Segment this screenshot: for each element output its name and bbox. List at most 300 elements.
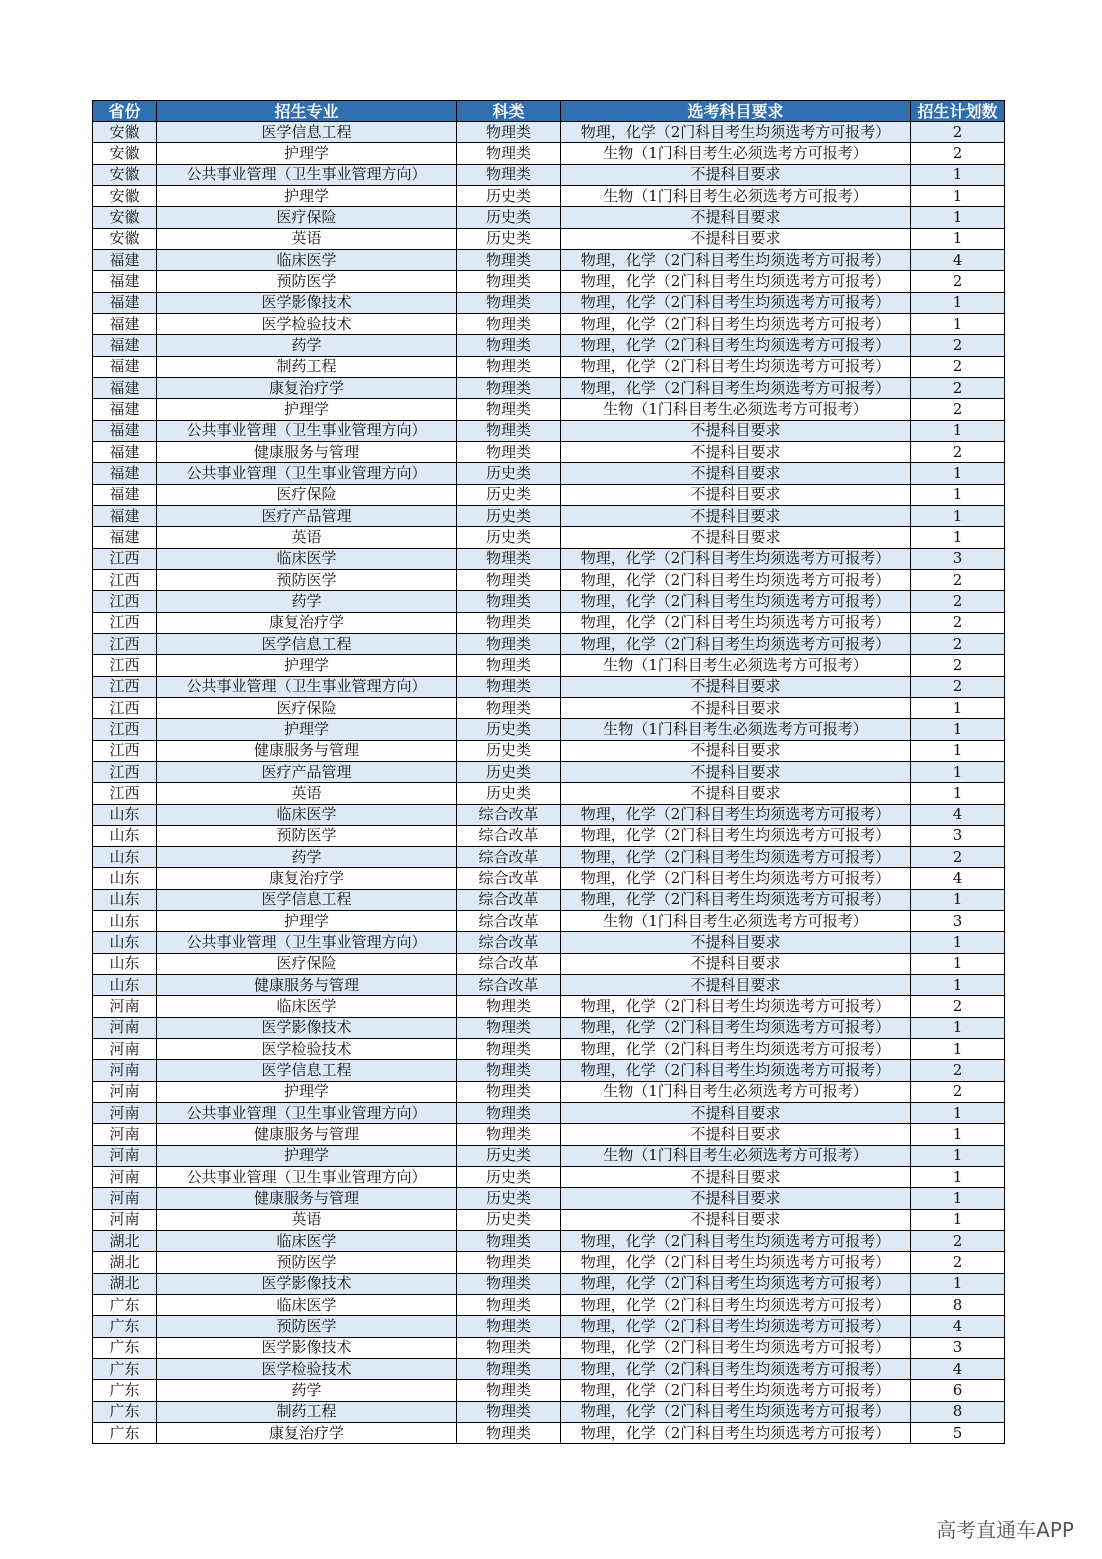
cell-plan-count: 2 — [911, 996, 1005, 1017]
cell-major: 制药工程 — [157, 356, 457, 377]
cell-plan-count: 1 — [911, 697, 1005, 718]
cell-elective-requirement: 物理，化学（2门科目考生均须选考方可报考） — [561, 804, 911, 825]
cell-major: 康复治疗学 — [157, 1423, 457, 1444]
table-row — [93, 399, 1005, 420]
table-row — [93, 1124, 1005, 1145]
cell-major: 公共事业管理（卫生事业管理方向） — [157, 1103, 457, 1124]
cell-subject-category: 物理类 — [457, 420, 561, 441]
header-row — [93, 101, 1005, 122]
table-row — [93, 1273, 1005, 1294]
cell-subject-category: 物理类 — [457, 377, 561, 398]
cell-province: 广东 — [93, 1359, 157, 1380]
cell-subject-category: 历史类 — [457, 484, 561, 505]
table-row — [93, 377, 1005, 398]
table-row — [93, 719, 1005, 740]
cell-major: 护理学 — [157, 1081, 457, 1102]
cell-elective-requirement: 不提科目要求 — [561, 1124, 911, 1145]
cell-province: 山东 — [93, 868, 157, 889]
cell-plan-count: 1 — [911, 1103, 1005, 1124]
cell-subject-category: 物理类 — [457, 313, 561, 334]
table-row — [93, 505, 1005, 526]
cell-subject-category: 历史类 — [457, 527, 561, 548]
cell-major: 公共事业管理（卫生事业管理方向） — [157, 676, 457, 697]
cell-major: 药学 — [157, 847, 457, 868]
cell-province: 江西 — [93, 655, 157, 676]
cell-province: 福建 — [93, 335, 157, 356]
cell-province: 广东 — [93, 1380, 157, 1401]
cell-major: 医疗保险 — [157, 207, 457, 228]
cell-elective-requirement: 生物（1门科目考生必须选考方可报考） — [561, 719, 911, 740]
cell-plan-count: 1 — [911, 164, 1005, 185]
table-row — [93, 697, 1005, 718]
cell-elective-requirement: 物理，化学（2门科目考生均须选考方可报考） — [561, 335, 911, 356]
cell-major: 药学 — [157, 1380, 457, 1401]
cell-province: 山东 — [93, 911, 157, 932]
cell-major: 护理学 — [157, 399, 457, 420]
cell-subject-category: 历史类 — [457, 1145, 561, 1166]
cell-elective-requirement: 不提科目要求 — [561, 1103, 911, 1124]
cell-subject-category: 历史类 — [457, 761, 561, 782]
cell-subject-category: 历史类 — [457, 1188, 561, 1209]
cell-elective-requirement: 不提科目要求 — [561, 463, 911, 484]
table-row — [93, 996, 1005, 1017]
cell-elective-requirement: 生物（1门科目考生必须选考方可报考） — [561, 185, 911, 206]
cell-plan-count: 5 — [911, 1423, 1005, 1444]
cell-province: 安徽 — [93, 185, 157, 206]
cell-major: 医学影像技术 — [157, 1337, 457, 1358]
table-row — [93, 783, 1005, 804]
cell-subject-category: 历史类 — [457, 783, 561, 804]
column-header-plan-count: 招生计划数 — [911, 101, 1005, 122]
cell-elective-requirement: 生物（1门科目考生必须选考方可报考） — [561, 655, 911, 676]
cell-major: 医疗保险 — [157, 953, 457, 974]
cell-major: 护理学 — [157, 143, 457, 164]
cell-subject-category: 历史类 — [457, 1167, 561, 1188]
cell-elective-requirement: 物理，化学（2门科目考生均须选考方可报考） — [561, 271, 911, 292]
table-row — [93, 441, 1005, 462]
cell-plan-count: 2 — [911, 399, 1005, 420]
cell-province: 河南 — [93, 996, 157, 1017]
cell-province: 安徽 — [93, 122, 157, 143]
cell-elective-requirement: 物理，化学（2门科目考生均须选考方可报考） — [561, 1060, 911, 1081]
cell-province: 河南 — [93, 1017, 157, 1038]
cell-plan-count: 2 — [911, 655, 1005, 676]
cell-province: 河南 — [93, 1103, 157, 1124]
table-row — [93, 484, 1005, 505]
cell-plan-count: 1 — [911, 1124, 1005, 1145]
table-row — [93, 143, 1005, 164]
table-row — [93, 740, 1005, 761]
table-row — [93, 548, 1005, 569]
cell-province: 江西 — [93, 676, 157, 697]
cell-plan-count: 1 — [911, 889, 1005, 910]
table-row — [93, 1188, 1005, 1209]
column-header-subject-category: 科类 — [457, 101, 561, 122]
cell-plan-count: 2 — [911, 271, 1005, 292]
cell-major: 医疗产品管理 — [157, 505, 457, 526]
cell-elective-requirement: 物理，化学（2门科目考生均须选考方可报考） — [561, 569, 911, 590]
cell-elective-requirement: 不提科目要求 — [561, 1188, 911, 1209]
cell-province: 江西 — [93, 719, 157, 740]
cell-elective-requirement: 物理，化学（2门科目考生均须选考方可报考） — [561, 1231, 911, 1252]
cell-elective-requirement: 物理，化学（2门科目考生均须选考方可报考） — [561, 889, 911, 910]
cell-subject-category: 物理类 — [457, 548, 561, 569]
cell-subject-category: 历史类 — [457, 740, 561, 761]
cell-province: 广东 — [93, 1337, 157, 1358]
cell-province: 江西 — [93, 612, 157, 633]
cell-plan-count: 2 — [911, 569, 1005, 590]
cell-subject-category: 物理类 — [457, 1380, 561, 1401]
cell-major: 临床医学 — [157, 548, 457, 569]
table-row — [93, 804, 1005, 825]
cell-elective-requirement: 生物（1门科目考生必须选考方可报考） — [561, 399, 911, 420]
column-header-province: 省份 — [93, 101, 157, 122]
table-row — [93, 1380, 1005, 1401]
cell-province: 安徽 — [93, 143, 157, 164]
cell-plan-count: 2 — [911, 1252, 1005, 1273]
cell-province: 河南 — [93, 1124, 157, 1145]
cell-elective-requirement: 物理，化学（2门科目考生均须选考方可报考） — [561, 1380, 911, 1401]
cell-plan-count: 4 — [911, 249, 1005, 270]
cell-subject-category: 综合改革 — [457, 847, 561, 868]
table-row — [93, 761, 1005, 782]
cell-major: 医疗保险 — [157, 697, 457, 718]
table-row — [93, 122, 1005, 143]
table-row — [93, 527, 1005, 548]
cell-elective-requirement: 不提科目要求 — [561, 441, 911, 462]
cell-elective-requirement: 不提科目要求 — [561, 1167, 911, 1188]
table-row — [93, 463, 1005, 484]
cell-subject-category: 物理类 — [457, 569, 561, 590]
cell-subject-category: 物理类 — [457, 1359, 561, 1380]
cell-province: 湖北 — [93, 1273, 157, 1294]
cell-elective-requirement: 不提科目要求 — [561, 783, 911, 804]
cell-elective-requirement: 物理，化学（2门科目考生均须选考方可报考） — [561, 1359, 911, 1380]
cell-elective-requirement: 物理，化学（2门科目考生均须选考方可报考） — [561, 591, 911, 612]
cell-elective-requirement: 物理，化学（2门科目考生均须选考方可报考） — [561, 249, 911, 270]
cell-subject-category: 综合改革 — [457, 804, 561, 825]
cell-province: 福建 — [93, 292, 157, 313]
cell-subject-category: 物理类 — [457, 335, 561, 356]
table-row — [93, 676, 1005, 697]
cell-subject-category: 物理类 — [457, 612, 561, 633]
cell-plan-count: 1 — [911, 1145, 1005, 1166]
cell-subject-category: 物理类 — [457, 356, 561, 377]
table-row — [93, 1401, 1005, 1422]
table-row — [93, 655, 1005, 676]
table-row — [93, 953, 1005, 974]
cell-province: 福建 — [93, 313, 157, 334]
table-row — [93, 932, 1005, 953]
cell-province: 广东 — [93, 1295, 157, 1316]
cell-plan-count: 8 — [911, 1401, 1005, 1422]
cell-elective-requirement: 不提科目要求 — [561, 228, 911, 249]
cell-elective-requirement: 物理，化学（2门科目考生均须选考方可报考） — [561, 292, 911, 313]
table-row — [93, 207, 1005, 228]
cell-plan-count: 1 — [911, 932, 1005, 953]
cell-elective-requirement: 物理，化学（2门科目考生均须选考方可报考） — [561, 356, 911, 377]
table-row — [93, 1316, 1005, 1337]
cell-elective-requirement: 物理，化学（2门科目考生均须选考方可报考） — [561, 1273, 911, 1294]
cell-province: 广东 — [93, 1401, 157, 1422]
cell-subject-category: 物理类 — [457, 1039, 561, 1060]
table-row — [93, 164, 1005, 185]
cell-plan-count: 4 — [911, 1316, 1005, 1337]
cell-major: 预防医学 — [157, 1316, 457, 1337]
table-row — [93, 185, 1005, 206]
cell-elective-requirement: 不提科目要求 — [561, 953, 911, 974]
cell-subject-category: 历史类 — [457, 505, 561, 526]
table-row — [93, 1337, 1005, 1358]
cell-plan-count: 2 — [911, 356, 1005, 377]
cell-plan-count: 4 — [911, 1359, 1005, 1380]
cell-subject-category: 物理类 — [457, 1337, 561, 1358]
cell-plan-count: 1 — [911, 1039, 1005, 1060]
table-row — [93, 1295, 1005, 1316]
cell-province: 湖北 — [93, 1252, 157, 1273]
cell-major: 公共事业管理（卫生事业管理方向） — [157, 420, 457, 441]
table-row — [93, 292, 1005, 313]
cell-province: 江西 — [93, 569, 157, 590]
cell-plan-count: 3 — [911, 548, 1005, 569]
cell-province: 江西 — [93, 697, 157, 718]
cell-subject-category: 物理类 — [457, 164, 561, 185]
cell-subject-category: 综合改革 — [457, 911, 561, 932]
cell-elective-requirement: 物理，化学（2门科目考生均须选考方可报考） — [561, 1337, 911, 1358]
cell-plan-count: 1 — [911, 185, 1005, 206]
cell-plan-count: 1 — [911, 228, 1005, 249]
table-row — [93, 569, 1005, 590]
cell-province: 广东 — [93, 1316, 157, 1337]
cell-plan-count: 4 — [911, 804, 1005, 825]
cell-plan-count: 1 — [911, 761, 1005, 782]
table-row — [93, 1423, 1005, 1444]
cell-major: 护理学 — [157, 911, 457, 932]
cell-province: 福建 — [93, 527, 157, 548]
cell-plan-count: 2 — [911, 633, 1005, 654]
table-row — [93, 1145, 1005, 1166]
cell-subject-category: 综合改革 — [457, 868, 561, 889]
cell-major: 医学信息工程 — [157, 889, 457, 910]
cell-major: 健康服务与管理 — [157, 1188, 457, 1209]
cell-major: 康复治疗学 — [157, 612, 457, 633]
cell-province: 江西 — [93, 761, 157, 782]
table-row — [93, 591, 1005, 612]
cell-plan-count: 2 — [911, 441, 1005, 462]
cell-major: 护理学 — [157, 655, 457, 676]
cell-subject-category: 物理类 — [457, 1316, 561, 1337]
cell-elective-requirement: 物理，化学（2门科目考生均须选考方可报考） — [561, 868, 911, 889]
cell-major: 预防医学 — [157, 825, 457, 846]
cell-plan-count: 1 — [911, 1188, 1005, 1209]
cell-province: 安徽 — [93, 228, 157, 249]
cell-elective-requirement: 不提科目要求 — [561, 740, 911, 761]
cell-plan-count: 1 — [911, 975, 1005, 996]
table-row — [93, 1103, 1005, 1124]
cell-province: 山东 — [93, 825, 157, 846]
cell-major: 医学信息工程 — [157, 633, 457, 654]
cell-province: 福建 — [93, 399, 157, 420]
cell-major: 公共事业管理（卫生事业管理方向） — [157, 463, 457, 484]
cell-major: 临床医学 — [157, 1231, 457, 1252]
cell-province: 安徽 — [93, 207, 157, 228]
cell-plan-count: 1 — [911, 484, 1005, 505]
cell-major: 英语 — [157, 783, 457, 804]
cell-plan-count: 3 — [911, 825, 1005, 846]
cell-plan-count: 1 — [911, 1209, 1005, 1230]
cell-major: 公共事业管理（卫生事业管理方向） — [157, 932, 457, 953]
table-row — [93, 335, 1005, 356]
cell-elective-requirement: 不提科目要求 — [561, 484, 911, 505]
table-row — [93, 1231, 1005, 1252]
cell-subject-category: 历史类 — [457, 1209, 561, 1230]
cell-province: 河南 — [93, 1081, 157, 1102]
cell-subject-category: 物理类 — [457, 1081, 561, 1102]
cell-major: 公共事业管理（卫生事业管理方向） — [157, 164, 457, 185]
cell-plan-count: 1 — [911, 740, 1005, 761]
cell-major: 医学信息工程 — [157, 122, 457, 143]
cell-subject-category: 历史类 — [457, 207, 561, 228]
cell-subject-category: 物理类 — [457, 1252, 561, 1273]
cell-province: 河南 — [93, 1060, 157, 1081]
cell-elective-requirement: 不提科目要求 — [561, 761, 911, 782]
cell-elective-requirement: 生物（1门科目考生必须选考方可报考） — [561, 1081, 911, 1102]
cell-plan-count: 1 — [911, 1273, 1005, 1294]
watermark-text: 高考直通车APP — [936, 1518, 1074, 1542]
cell-major: 医学影像技术 — [157, 1017, 457, 1038]
cell-major: 康复治疗学 — [157, 868, 457, 889]
cell-subject-category: 综合改革 — [457, 825, 561, 846]
cell-elective-requirement: 物理，化学（2门科目考生均须选考方可报考） — [561, 1252, 911, 1273]
cell-plan-count: 2 — [911, 377, 1005, 398]
cell-elective-requirement: 物理，化学（2门科目考生均须选考方可报考） — [561, 1295, 911, 1316]
cell-subject-category: 物理类 — [457, 143, 561, 164]
cell-subject-category: 物理类 — [457, 1295, 561, 1316]
cell-subject-category: 物理类 — [457, 122, 561, 143]
cell-plan-count: 2 — [911, 847, 1005, 868]
cell-elective-requirement: 生物（1门科目考生必须选考方可报考） — [561, 1145, 911, 1166]
cell-subject-category: 物理类 — [457, 1401, 561, 1422]
cell-province: 福建 — [93, 271, 157, 292]
table-row — [93, 911, 1005, 932]
column-header-major: 招生专业 — [157, 101, 457, 122]
cell-major: 药学 — [157, 591, 457, 612]
cell-elective-requirement: 物理，化学（2门科目考生均须选考方可报考） — [561, 1039, 911, 1060]
cell-plan-count: 2 — [911, 143, 1005, 164]
cell-province: 江西 — [93, 548, 157, 569]
cell-plan-count: 1 — [911, 783, 1005, 804]
cell-subject-category: 物理类 — [457, 292, 561, 313]
table-header — [93, 101, 1005, 122]
cell-province: 湖北 — [93, 1231, 157, 1252]
table-row — [93, 1017, 1005, 1038]
cell-major: 康复治疗学 — [157, 377, 457, 398]
cell-province: 山东 — [93, 804, 157, 825]
cell-plan-count: 1 — [911, 505, 1005, 526]
cell-elective-requirement: 物理，化学（2门科目考生均须选考方可报考） — [561, 548, 911, 569]
cell-major: 医学检验技术 — [157, 1359, 457, 1380]
cell-major: 临床医学 — [157, 804, 457, 825]
cell-province: 江西 — [93, 591, 157, 612]
cell-subject-category: 历史类 — [457, 228, 561, 249]
table-row — [93, 228, 1005, 249]
cell-subject-category: 物理类 — [457, 1231, 561, 1252]
cell-elective-requirement: 物理，化学（2门科目考生均须选考方可报考） — [561, 377, 911, 398]
cell-subject-category: 物理类 — [457, 655, 561, 676]
cell-subject-category: 历史类 — [457, 719, 561, 740]
table-row — [93, 1359, 1005, 1380]
table-row — [93, 420, 1005, 441]
cell-province: 江西 — [93, 633, 157, 654]
cell-plan-count: 6 — [911, 1380, 1005, 1401]
cell-province: 河南 — [93, 1039, 157, 1060]
cell-subject-category: 物理类 — [457, 271, 561, 292]
cell-subject-category: 物理类 — [457, 1017, 561, 1038]
cell-subject-category: 历史类 — [457, 463, 561, 484]
cell-major: 药学 — [157, 335, 457, 356]
cell-plan-count: 1 — [911, 1017, 1005, 1038]
cell-major: 医学检验技术 — [157, 313, 457, 334]
table-row — [93, 612, 1005, 633]
cell-plan-count: 1 — [911, 313, 1005, 334]
cell-subject-category: 物理类 — [457, 1273, 561, 1294]
cell-plan-count: 1 — [911, 527, 1005, 548]
cell-elective-requirement: 物理，化学（2门科目考生均须选考方可报考） — [561, 847, 911, 868]
cell-plan-count: 3 — [911, 1337, 1005, 1358]
cell-major: 健康服务与管理 — [157, 740, 457, 761]
cell-province: 山东 — [93, 932, 157, 953]
cell-elective-requirement: 不提科目要求 — [561, 932, 911, 953]
cell-plan-count: 2 — [911, 1060, 1005, 1081]
table-row — [93, 1060, 1005, 1081]
cell-major: 医学信息工程 — [157, 1060, 457, 1081]
cell-elective-requirement: 物理，化学（2门科目考生均须选考方可报考） — [561, 1017, 911, 1038]
cell-elective-requirement: 不提科目要求 — [561, 505, 911, 526]
cell-plan-count: 4 — [911, 868, 1005, 889]
table-body — [93, 122, 1005, 1444]
cell-major: 公共事业管理（卫生事业管理方向） — [157, 1167, 457, 1188]
cell-subject-category: 物理类 — [457, 633, 561, 654]
cell-major: 护理学 — [157, 719, 457, 740]
cell-elective-requirement: 物理，化学（2门科目考生均须选考方可报考） — [561, 825, 911, 846]
cell-major: 英语 — [157, 527, 457, 548]
cell-major: 英语 — [157, 228, 457, 249]
cell-elective-requirement: 物理，化学（2门科目考生均须选考方可报考） — [561, 1316, 911, 1337]
cell-subject-category: 综合改革 — [457, 953, 561, 974]
cell-plan-count: 1 — [911, 420, 1005, 441]
cell-subject-category: 物理类 — [457, 1124, 561, 1145]
cell-major: 英语 — [157, 1209, 457, 1230]
column-header-elective-requirement: 选考科目要求 — [561, 101, 911, 122]
cell-major: 预防医学 — [157, 569, 457, 590]
cell-elective-requirement: 生物（1门科目考生必须选考方可报考） — [561, 143, 911, 164]
table-row — [93, 271, 1005, 292]
cell-province: 安徽 — [93, 164, 157, 185]
cell-major: 医疗保险 — [157, 484, 457, 505]
cell-plan-count: 2 — [911, 612, 1005, 633]
cell-elective-requirement: 物理，化学（2门科目考生均须选考方可报考） — [561, 122, 911, 143]
cell-province: 福建 — [93, 356, 157, 377]
cell-plan-count: 1 — [911, 719, 1005, 740]
cell-province: 福建 — [93, 463, 157, 484]
cell-province: 福建 — [93, 377, 157, 398]
table-row — [93, 889, 1005, 910]
cell-major: 预防医学 — [157, 271, 457, 292]
cell-subject-category: 物理类 — [457, 249, 561, 270]
cell-elective-requirement: 不提科目要求 — [561, 164, 911, 185]
table-row — [93, 356, 1005, 377]
cell-province: 江西 — [93, 783, 157, 804]
